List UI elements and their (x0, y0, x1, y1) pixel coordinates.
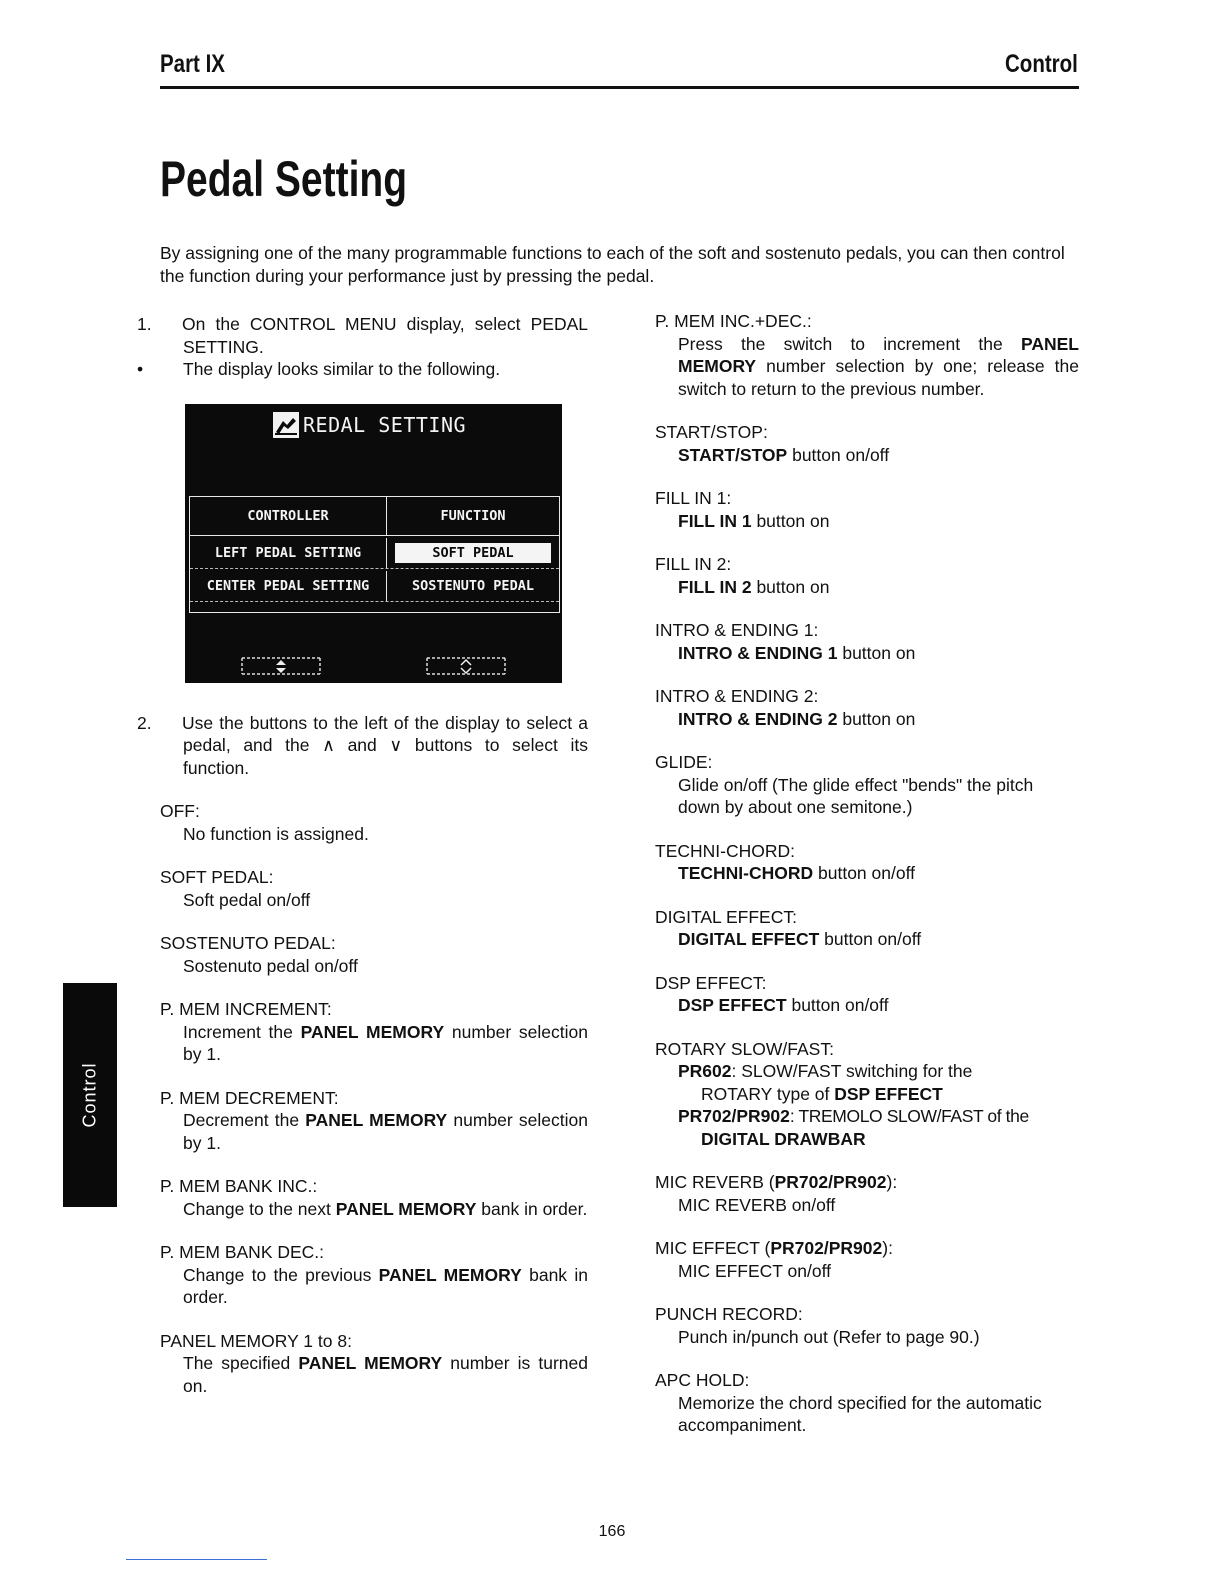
desc-text: button on/off (813, 863, 915, 883)
lcd-row-center-pedal[interactable] (190, 571, 559, 601)
desc-text: number is turned on. (183, 1353, 588, 1396)
entry-description (160, 1198, 588, 1221)
entry-term: P. MEM INCREMENT: (160, 999, 332, 1019)
entry-description (655, 510, 1079, 533)
entry-term: INTRO & ENDING 2: (655, 686, 819, 706)
entry-term: P. MEM INC.+DEC.: (655, 311, 812, 331)
entry-term: FILL IN 1: (655, 488, 732, 508)
lcd-function-cell (387, 538, 559, 568)
term-text: MIC REVERB ( (655, 1172, 775, 1192)
desc-bold-term: FILL IN 1 (678, 510, 752, 531)
desc-bold-term: TECHNI-CHORD (678, 863, 814, 883)
entry-description (160, 1109, 588, 1154)
entry-rotary (655, 1038, 1079, 1151)
entry-term: TECHNI-CHORD: (655, 840, 795, 861)
term-text: ): (886, 1172, 898, 1192)
entry-term: SOSTENUTO PEDAL: (160, 933, 336, 953)
lcd-left-up-down-button[interactable] (240, 654, 322, 676)
entry-description (655, 862, 1079, 885)
header-part-label: Part IX (160, 50, 225, 78)
entry-term: OFF: (160, 801, 200, 821)
desc-text: Glide on/off (The glide effect "bends" the pitch down by about one semitone.) (678, 774, 1034, 817)
lcd-display (185, 404, 562, 683)
entry-item (160, 800, 588, 845)
lcd-col-function: FUNCTION (440, 508, 506, 524)
desc-bold-term: PANEL MEMORY (305, 1110, 448, 1130)
right-column (655, 310, 1079, 1458)
desc-text: button on (751, 576, 830, 597)
entry-description: Punch in/punch out (Refer to page 90.) (678, 1326, 980, 1347)
model-pr602: PR602 (678, 1061, 732, 1081)
term-text: ): (882, 1238, 893, 1258)
entry-term: INTRO & ENDING 1: (655, 620, 819, 640)
desc-bold-term: INTRO & ENDING 2 (678, 708, 838, 729)
entry-description (160, 1264, 588, 1309)
entry-term: GLIDE: (655, 752, 713, 772)
entry-item (160, 1330, 588, 1398)
model-name: PR702/PR902 (770, 1238, 883, 1258)
rotary-dsp-effect: DSP EFFECT (834, 1083, 943, 1104)
lcd-center-pedal-setting[interactable]: CENTER PEDAL SETTING (190, 571, 387, 601)
desc-text: The specified (183, 1353, 299, 1373)
rotary-pr602-text2: ROTARY type of (701, 1083, 835, 1104)
page-number: 166 (598, 1523, 626, 1540)
entry-term: SOFT PEDAL: (160, 867, 274, 887)
lcd-right-up-down-button[interactable] (425, 654, 507, 676)
entry-description (160, 1021, 588, 1066)
entry-description (160, 1352, 588, 1397)
pedal-icon (273, 412, 299, 438)
desc-bold-term: DIGITAL EFFECT (678, 929, 820, 949)
entry-term: PANEL MEMORY 1 to 8: (160, 1330, 352, 1351)
page-title: Pedal Setting (160, 151, 408, 207)
lcd-left-pedal-setting[interactable]: LEFT PEDAL SETTING (190, 538, 387, 568)
entry-term: START/STOP: (655, 422, 768, 442)
footer-line (126, 1559, 267, 1560)
desc-text: Decrement the (183, 1110, 306, 1130)
entry-item (160, 866, 588, 911)
model-pr702-pr902: PR702/PR902 (678, 1106, 790, 1126)
entry-term: P. MEM DECREMENT: (160, 1087, 339, 1108)
lcd-title-text: REDAL SETTING (303, 413, 467, 437)
lcd-sostenuto-pedal[interactable]: SOSTENUTO PEDAL (412, 578, 534, 594)
section-tab-label: Control (79, 1062, 100, 1128)
entry-item (655, 1303, 1079, 1348)
step-1 (137, 313, 588, 358)
rotary-pr702-line2 (655, 1128, 1079, 1151)
section-tab (63, 983, 117, 1207)
entry-item (655, 685, 1079, 730)
desc-text: Press the switch to increment the (678, 333, 1021, 354)
entry-term: ROTARY SLOW/FAST: (655, 1038, 834, 1059)
entry-description (655, 774, 1079, 819)
entry-term: FILL IN 2: (655, 554, 732, 574)
step-1-text: On the CONTROL MENU display, select PEDAL SETTING. (182, 314, 588, 357)
desc-text: bank in order. (476, 1198, 588, 1219)
entry-term: DIGITAL EFFECT: (655, 906, 797, 927)
step-2-text: Use the buttons to the left of the display to select a pedal, and the ∧ and ∨ buttons to select its function. (182, 712, 588, 778)
desc-bold-term: START/STOP (678, 444, 788, 465)
entry-description (655, 576, 1079, 599)
model-name: PR702/PR902 (774, 1172, 887, 1192)
desc-bold-term: PANEL MEMORY (335, 1198, 477, 1219)
desc-bold-term: PANEL MEMORY (378, 1264, 522, 1285)
step-2 (137, 712, 588, 780)
entry-term: P. MEM BANK DEC.: (160, 1242, 325, 1262)
entry-term: P. MEM BANK INC.: (160, 1176, 318, 1196)
entry-description (655, 642, 1079, 665)
entry-item (160, 1175, 588, 1220)
right-entries-end (655, 1303, 1079, 1437)
right-entries-mic (655, 1171, 1079, 1282)
entry-item (655, 972, 1079, 1017)
entry-description (655, 444, 1079, 467)
entry-item (655, 421, 1079, 466)
entry-item (655, 840, 1079, 885)
desc-bold-term: DSP EFFECT (678, 995, 787, 1015)
step-2-number: 2. (137, 712, 152, 733)
desc-text: button on (837, 708, 916, 729)
intro-paragraph: By assigning one of the many programmable functions to each of the soft and sostenuto pedals, you can then control the function during your performance just by pressing the pedal. (160, 243, 1065, 286)
entry-description: MIC EFFECT on/off (678, 1260, 832, 1281)
lcd-table (189, 496, 560, 613)
desc-bold-term: PANEL MEMORY (298, 1353, 443, 1373)
entry-description (655, 708, 1079, 731)
entry-description: Memorize the chord specified for the automatic accompaniment. (678, 1392, 1042, 1435)
desc-text: Change to the previous (183, 1264, 379, 1285)
bullet-icon: • (137, 359, 144, 379)
entry-item (655, 1237, 1079, 1282)
rotary-pr602-text: : SLOW/FAST switching for the (731, 1061, 973, 1081)
desc-text: button on (837, 642, 916, 663)
desc-bold-term: INTRO & ENDING 1 (678, 642, 838, 663)
entry-item (160, 1087, 588, 1155)
header-section-label: Control (1005, 50, 1078, 78)
rotary-pr702-text: : TREMOLO SLOW/FAST of the (789, 1106, 1029, 1126)
desc-bold-term: FILL IN 2 (678, 576, 752, 597)
entry-term: DSP EFFECT: (655, 972, 767, 993)
bullet-text: The display looks similar to the following. (183, 359, 501, 379)
entry-description: Soft pedal on/off (183, 889, 311, 910)
entry-description (655, 333, 1079, 401)
header-rule (160, 86, 1079, 89)
lcd-divider (190, 568, 559, 570)
rotary-pr602-line2 (655, 1083, 1079, 1106)
term-text: MIC EFFECT ( (655, 1238, 771, 1258)
right-entries (655, 310, 1079, 1017)
lcd-col-controller: CONTROLLER (190, 497, 387, 535)
rotary-pr602-line (655, 1060, 1079, 1083)
entry-term: PUNCH RECORD: (655, 1304, 803, 1324)
entry-item (655, 1369, 1079, 1437)
desc-text: Increment the (183, 1021, 301, 1042)
desc-bold-term: PANEL MEMORY (300, 1021, 445, 1042)
desc-text: button on/off (787, 444, 890, 465)
entry-item (655, 906, 1079, 951)
entry-item (655, 751, 1079, 819)
desc-text: number selection by 1. (183, 1110, 588, 1153)
desc-text: button on/off (819, 929, 922, 949)
entry-description: No function is assigned. (183, 823, 369, 844)
lcd-title-bar (273, 412, 466, 438)
entry-term (655, 1237, 1079, 1260)
entry-item (655, 1171, 1079, 1216)
desc-bold-term: PANEL MEMORY (678, 333, 1079, 376)
entry-item (655, 487, 1079, 532)
desc-text: number selection by one; release the switch to return to the previous number. (678, 356, 1079, 399)
entry-item (160, 998, 588, 1066)
lcd-row-left-pedal[interactable] (190, 538, 559, 568)
rotary-pr702-line (655, 1105, 1079, 1128)
desc-text: button on/off (786, 995, 889, 1015)
entry-description: Sostenuto pedal on/off (183, 955, 358, 976)
rotary-digital-drawbar: DIGITAL DRAWBAR (701, 1128, 866, 1149)
entry-item (655, 619, 1079, 664)
desc-text: number selection by 1. (183, 1021, 588, 1064)
step-1-number: 1. (137, 314, 152, 334)
desc-text: Change to the next (183, 1198, 336, 1219)
step-1-bullet (137, 358, 588, 381)
entry-item (160, 932, 588, 977)
entry-term (655, 1171, 1079, 1194)
lcd-header-row (190, 497, 559, 536)
entry-description (655, 994, 1079, 1017)
entry-item (160, 1241, 588, 1309)
lcd-soft-pedal-selected[interactable]: SOFT PEDAL (395, 543, 551, 563)
entry-description (655, 928, 1079, 951)
entry-description: MIC REVERB on/off (678, 1194, 836, 1215)
left-entries (160, 800, 588, 1397)
entry-item (655, 553, 1079, 598)
desc-text: bank in order. (183, 1264, 588, 1307)
entry-term: APC HOLD: (655, 1370, 750, 1390)
lcd-divider (190, 601, 559, 603)
entry-item (655, 310, 1079, 400)
desc-text: button on (751, 510, 830, 531)
